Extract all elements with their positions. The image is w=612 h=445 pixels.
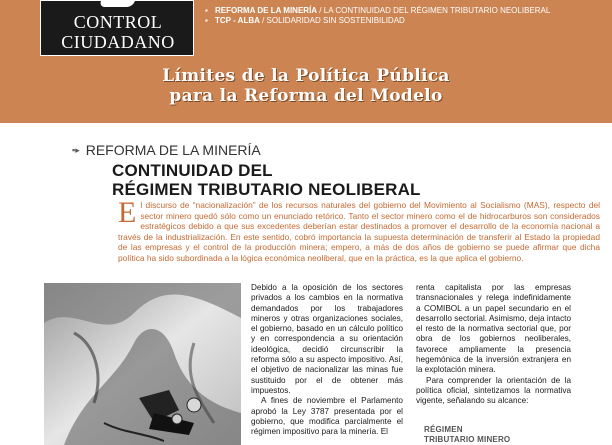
banner-title (0, 66, 612, 106)
banner-title-line-2: para la Reforma del Modelo (169, 86, 443, 106)
banner-title-line-1: Límites de la Política Pública (162, 66, 450, 86)
headline-topic: REFORMA DE LA MINERÍA (215, 6, 318, 15)
article-title (112, 161, 421, 199)
drop-cap: E (118, 196, 137, 229)
paragraph: renta capitalista por las empresas transnacionales y relega indefinidamente a COMIBOL a un papel secundario en el desarrollo sectorial. Asimismo, deja intacto el resto de la normativa sectorial que, por obra de los gobiernos neoliberales, favorece ampliamente la presencia hegemónica de la inversión extranjera en la explotación minera. (416, 283, 571, 375)
article-column-2 (251, 283, 403, 437)
section-label (72, 142, 261, 158)
article-title-line-1: CONTINUIDAD DEL (112, 161, 273, 180)
article-column-3 (416, 283, 571, 407)
logo-line-1: CONTROL (73, 12, 163, 32)
paragraph: A fines de noviembre el Parlamento aprobó la Ley 3787 presentada por el gobierno, que modifica parcialmente el régimen impositivo para la minería. El (251, 396, 403, 437)
headline-item (205, 6, 605, 16)
publication-logo (40, 0, 194, 56)
sub-heading-line-2: TRIBUTARIO MINERO (424, 435, 511, 444)
headline-item (205, 16, 605, 26)
mining-illustration-graphic (44, 283, 241, 445)
headline-text: / SOLIDARIDAD SIN SOSTENIBILIDAD (259, 16, 405, 25)
paragraph: Debido a la oposición de los sectores privados a los cambios en la normativa demandados por los trabajadores mineros y otras organizaciones sociales, el gobierno, basado en un cálculo político y en correspondencia a su orientación ideológica, decidió circunscribir la reforma sólo a su aspecto impositivo. Así, el objetivo de nacionalizar las minas fue sustituido por el de obtener más impuestos. (251, 283, 403, 395)
bullet-icon: ▪ (205, 6, 208, 15)
bullet-icon: ▪ (205, 16, 208, 25)
sub-heading-line-1: RÉGIMEN (424, 425, 463, 434)
mining-illustration (44, 283, 241, 445)
logo-line-2: CIUDADANO (61, 32, 175, 52)
article-title-line-2: RÉGIMEN TRIBUTARIO NEOLIBERAL (112, 180, 421, 199)
logo-emblem-icon (99, 0, 137, 7)
bullet-icon: ▪▸ (72, 145, 80, 155)
article-intro (118, 196, 600, 264)
paragraph: Para comprender la orientación de la política oficial, sintetizamos la normativa vigente, señalando su alcance: (416, 375, 571, 406)
section-label-text: REFORMA DE LA MINERÍA (85, 142, 261, 158)
header-band (0, 0, 612, 123)
intro-text: l discurso de “nacionalización” de los recursos naturales del gobierno del Movimiento al Socialismo (MAS), respecto del sector minero quedó sólo como un enunciado retórico. Tanto el sector minero como el de hidrocarburos son considerados estratégicos debido a que sus excedentes deberían estar destinados a promover el desarrollo de la economía nacional a través de la industrialización. En este sentido, cobró importancia la supuesta determinación de transferir al Estado la propiedad de las empresas y el control de la producción minera; empero, a más de dos años de gobierno se puede afirmar que dicha política ha sido subordinada a la lógica económica neoliberal, que en la práctica, es la que aplica el gobierno. (118, 200, 600, 263)
headline-topic: TCP - ALBA (215, 16, 260, 25)
headline-text: / LA CONTINUIDAD DEL RÉGIMEN TRIBUTARIO NEOLIBERAL (317, 6, 551, 15)
issue-headlines (205, 6, 605, 26)
sub-heading (424, 425, 510, 445)
